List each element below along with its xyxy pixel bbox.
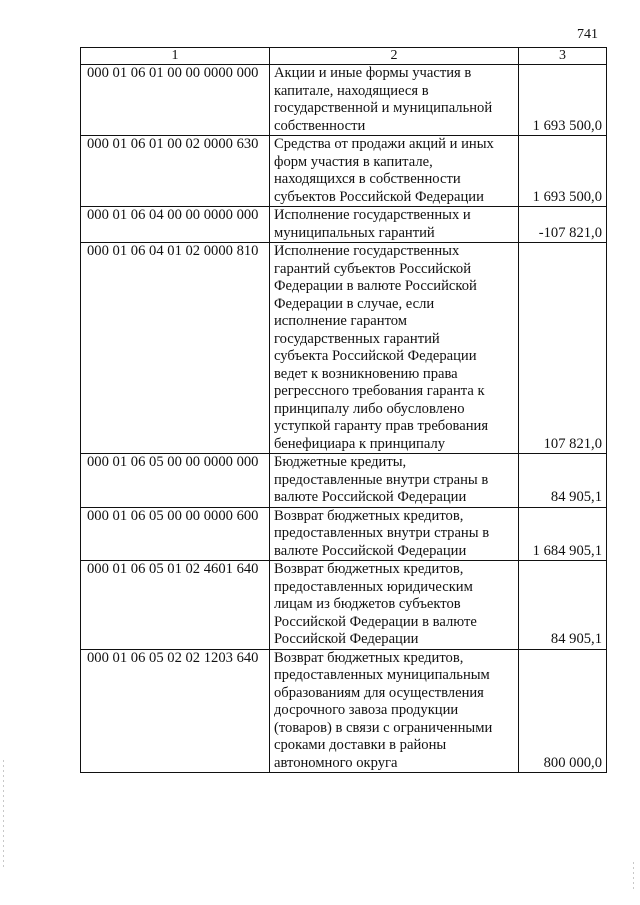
amount-value: 1 684 905,1	[519, 507, 607, 561]
amount-value: 107 821,0	[519, 243, 607, 454]
item-name-line: Средства от продажи акций и иных	[274, 136, 494, 152]
budget-code: 000 01 06 04 01 02 0000 810	[81, 243, 270, 454]
item-name-line: предоставленных внутри страны в	[274, 525, 490, 541]
item-name-line: сроками доставки в районы	[274, 737, 447, 753]
table-row	[81, 243, 607, 454]
budget-code: 000 01 06 05 00 00 0000 000	[81, 454, 270, 508]
item-name-line: находящихся в собственности	[274, 171, 461, 187]
budget-code: 000 01 06 05 01 02 4601 640	[81, 561, 270, 650]
amount-value: 1 693 500,0	[519, 136, 607, 207]
item-name-line: Возврат бюджетных кредитов,	[274, 649, 464, 666]
item-name-line: валюте Российской Федерации	[274, 542, 467, 559]
table-row	[81, 65, 607, 136]
item-name-line: Возврат бюджетных кредитов,	[274, 507, 464, 524]
item-name-line: Акции и иные формы участия в	[274, 65, 472, 81]
scan-margin-mark-left	[3, 760, 4, 870]
item-name-line: Федерации в валюте Российской	[274, 278, 477, 294]
item-name-line: Федерации в случае, если	[274, 295, 435, 312]
item-name-line: собственности	[274, 117, 366, 134]
item-name-line: автономного округа	[274, 754, 398, 771]
item-name-line: предоставленные внутри страны в	[274, 471, 489, 488]
table-row	[81, 649, 607, 773]
budget-code: 000 01 06 05 00 00 0000 600	[81, 507, 270, 561]
item-name-line: Возврат бюджетных кредитов,	[274, 561, 464, 577]
item-name-line: гарантий субъектов Российской	[274, 260, 472, 277]
item-name-line: субъекта Российской Федерации	[274, 348, 477, 364]
scan-margin-mark-right	[633, 862, 634, 892]
item-name-line: образованиям для осуществления	[274, 684, 484, 701]
item-name-line: форм участия в капитале,	[274, 153, 433, 170]
item-name-line: лицам из бюджетов субъектов	[274, 596, 461, 612]
item-name-line: Исполнение государственных	[274, 243, 460, 259]
item-name-line: Российской Федерации в валюте	[274, 613, 477, 630]
item-name-line: предоставленных юридическим	[274, 578, 473, 595]
item-name	[270, 507, 519, 561]
column-header-3: 3	[519, 48, 607, 65]
column-header-2: 2	[270, 48, 519, 65]
table-body	[81, 48, 607, 773]
item-name-line: (товаров) в связи с ограниченными	[274, 719, 493, 736]
budget-code: 000 01 06 04 00 00 0000 000	[81, 207, 270, 243]
item-name	[270, 207, 519, 243]
amount-value: 84 905,1	[519, 454, 607, 508]
item-name	[270, 65, 519, 136]
item-name-line: Исполнение государственных и	[274, 207, 471, 223]
amount-value: 84 905,1	[519, 561, 607, 650]
amount-value: 1 693 500,0	[519, 65, 607, 136]
item-name-line: муниципальных гарантий	[274, 224, 435, 241]
column-header-1: 1	[81, 48, 270, 65]
item-name-line: капитале, находящиеся в	[274, 82, 429, 99]
item-name	[270, 561, 519, 650]
item-name-line: досрочного завоза продукции	[274, 702, 459, 718]
item-name-line: уступкой гаранту прав требования	[274, 418, 489, 434]
budget-code: 000 01 06 01 00 00 0000 000	[81, 65, 270, 136]
item-name	[270, 243, 519, 454]
item-name-line: ведет к возникновению права	[274, 365, 458, 382]
item-name-line: бенефициара к принципалу	[274, 435, 446, 452]
item-name-line: принципалу либо обусловлено	[274, 400, 465, 417]
table-row	[81, 207, 607, 243]
budget-code: 000 01 06 01 00 02 0000 630	[81, 136, 270, 207]
table-row	[81, 561, 607, 650]
item-name-line: субъектов Российской Федерации	[274, 188, 484, 205]
item-name-line: государственных гарантий	[274, 330, 440, 347]
item-name-line: исполнение гарантом	[274, 313, 408, 329]
item-name	[270, 136, 519, 207]
item-name-line: регрессного требования гаранта к	[274, 383, 485, 399]
budget-table	[80, 47, 607, 773]
item-name-line: государственной и муниципальной	[274, 100, 493, 116]
table-row	[81, 507, 607, 561]
item-name-line: предоставленных муниципальным	[274, 667, 490, 683]
item-name-line: валюте Российской Федерации	[274, 489, 467, 505]
item-name	[270, 454, 519, 508]
item-name-line: Бюджетные кредиты,	[274, 454, 407, 470]
amount-value: 800 000,0	[519, 649, 607, 773]
table-row	[81, 454, 607, 508]
table-row	[81, 136, 607, 207]
item-name	[270, 649, 519, 773]
page-number: 741	[577, 27, 598, 42]
item-name-line: Российской Федерации	[274, 631, 419, 647]
header-row	[81, 48, 607, 65]
amount-value: -107 821,0	[519, 207, 607, 243]
budget-code: 000 01 06 05 02 02 1203 640	[81, 649, 270, 773]
